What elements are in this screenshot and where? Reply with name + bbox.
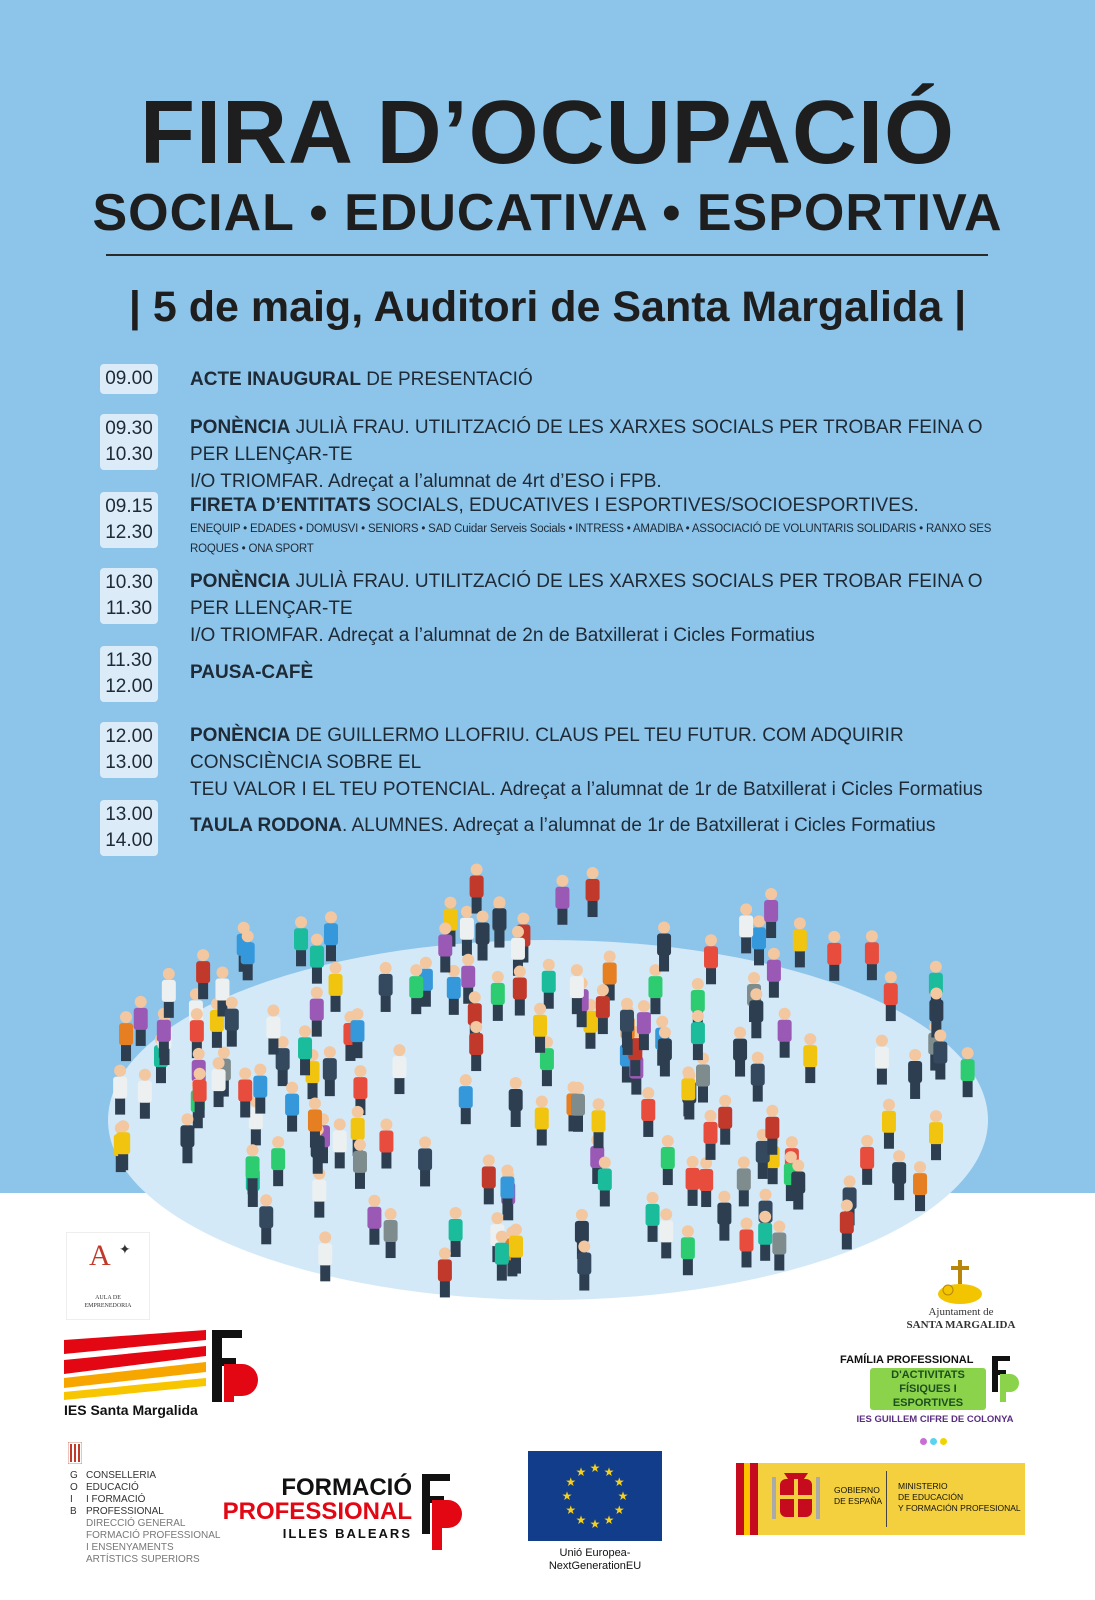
person-figure bbox=[449, 1207, 463, 1257]
fp-line2: PROFESSIONAL bbox=[222, 1498, 412, 1525]
person-figure bbox=[860, 1135, 874, 1185]
person-figure bbox=[119, 1011, 133, 1061]
person-figure bbox=[193, 1068, 207, 1118]
person-figure bbox=[577, 1241, 591, 1291]
item-description bbox=[190, 812, 1000, 839]
familia-school: IES GUILLEM CIFRE DE COLONYA bbox=[856, 1414, 1014, 1425]
ministerio-text: MINISTERIO DE EDUCACIÓN Y FORMACIÓN PROFESIONAL bbox=[898, 1481, 1021, 1513]
person-figure bbox=[350, 1008, 364, 1058]
person-figure bbox=[913, 1161, 927, 1211]
person-figure bbox=[492, 896, 506, 946]
spain-coat-of-arms-icon bbox=[766, 1469, 826, 1529]
aula-line1: AULA DE bbox=[95, 1295, 121, 1301]
person-figure bbox=[884, 971, 898, 1021]
person-figure bbox=[764, 888, 778, 938]
aula-line2: EMPRENEDORIA bbox=[84, 1303, 132, 1309]
person-figure bbox=[718, 1095, 732, 1145]
person-figure bbox=[212, 1057, 226, 1107]
person-figure bbox=[312, 1168, 326, 1218]
ajuntament-crest-icon bbox=[896, 1258, 1026, 1308]
person-figure bbox=[733, 1027, 747, 1077]
person-figure bbox=[491, 971, 505, 1021]
person-figure bbox=[310, 934, 324, 984]
person-figure bbox=[661, 1135, 675, 1185]
ajuntament-line2: SANTA MARGALIDA bbox=[906, 1319, 1016, 1331]
goib-flag-icon bbox=[68, 1442, 82, 1464]
item-text: JULIÀ FRAU. UTILITZACIÓ DE LES XARXES SOCIALS PER TROBAR FEINA O PER LLENÇAR-TE bbox=[190, 571, 983, 619]
person-figure bbox=[691, 1010, 705, 1060]
person-figure bbox=[875, 1035, 889, 1085]
person-figure bbox=[367, 1195, 381, 1245]
person-figure bbox=[648, 964, 662, 1014]
person-figure bbox=[717, 1191, 731, 1241]
person-figure bbox=[739, 1217, 753, 1267]
eu-star: ★ bbox=[613, 1475, 625, 1489]
person-figure bbox=[681, 1066, 695, 1116]
aula-star-icon: ✦ bbox=[119, 1241, 131, 1257]
fp-line3: ILLES BALEARS bbox=[282, 1526, 412, 1541]
item-heading: ACTE INAUGURAL bbox=[190, 369, 361, 390]
eu-star: ★ bbox=[575, 1513, 587, 1528]
item-description bbox=[190, 492, 1000, 559]
page-title: FIRA D’OCUPACIÓ bbox=[140, 83, 955, 183]
person-figure bbox=[535, 1096, 549, 1146]
item-text: SOCIALS, EDUCATIVES I ESPORTIVES/SOCIOESPORTIVES. bbox=[370, 495, 919, 516]
person-figure bbox=[134, 996, 148, 1046]
goib-letters: G O I B bbox=[70, 1470, 78, 1517]
eu-line2: NextGenerationEU bbox=[548, 1560, 642, 1572]
item-description bbox=[190, 659, 1000, 686]
person-figure bbox=[533, 1003, 547, 1053]
person-figure bbox=[646, 1192, 660, 1242]
person-figure bbox=[758, 1211, 772, 1261]
person-figure bbox=[737, 1156, 751, 1206]
person-figure bbox=[418, 1136, 432, 1186]
time-box bbox=[100, 492, 158, 548]
person-figure bbox=[285, 1082, 299, 1132]
eu-flag-icon bbox=[528, 1451, 662, 1541]
item-text-line2: I/O TRIOMFAR. Adreçat a l’alumnat de 4rt d’ESO i FPB. bbox=[190, 471, 662, 492]
divider bbox=[106, 254, 988, 256]
eu-star: ★ bbox=[603, 1464, 615, 1479]
familia-box-line2: FÍSIQUES I bbox=[899, 1383, 957, 1395]
start-time: 09.15 bbox=[105, 496, 153, 517]
person-figure bbox=[438, 1247, 452, 1297]
eu-star: ★ bbox=[613, 1503, 625, 1517]
person-figure bbox=[570, 964, 584, 1014]
item-text: DE GUILLERMO LLOFRIU. CLAUS PEL TEU FUTUR. COM ADQUIRIR CONSCIÈNCIA SOBRE EL bbox=[190, 725, 904, 773]
person-figure bbox=[476, 911, 490, 961]
familia-professional-logo bbox=[840, 1350, 1030, 1450]
time-box bbox=[100, 364, 158, 394]
person-figure bbox=[765, 1105, 779, 1155]
ajuntament-line1: Ajuntament de bbox=[928, 1306, 994, 1318]
item-heading: TAULA RODONA bbox=[190, 815, 342, 836]
item-text-line2: TEU VALOR I EL TEU POTENCIAL. Adreçat a l’alumnat de 1r de Batxillerat i Cicles Formatius bbox=[190, 779, 983, 800]
familia-title: FAMÍLIA PROFESSIONAL bbox=[840, 1354, 974, 1366]
person-figure bbox=[482, 1154, 496, 1204]
person-figure bbox=[162, 968, 176, 1018]
person-figure bbox=[892, 1150, 906, 1200]
person-figure bbox=[384, 1208, 398, 1258]
aula-mark: A bbox=[89, 1239, 111, 1272]
person-figure bbox=[704, 934, 718, 984]
item-heading: FIRETA D’ENTITATS bbox=[190, 495, 371, 516]
person-figure bbox=[470, 864, 484, 914]
time-box bbox=[100, 722, 158, 778]
eu-star: ★ bbox=[617, 1489, 629, 1503]
person-figure bbox=[259, 1194, 273, 1244]
item-text: DE PRESENTACIÓ bbox=[361, 369, 533, 390]
person-figure bbox=[509, 1077, 523, 1127]
person-figure bbox=[882, 1099, 896, 1149]
item-heading: PONÈNCIA bbox=[190, 725, 291, 746]
person-figure bbox=[751, 1052, 765, 1102]
fp-logo-icon bbox=[422, 1474, 466, 1552]
eu-star: ★ bbox=[565, 1503, 577, 1517]
person-figure bbox=[791, 1160, 805, 1210]
person-figure bbox=[681, 1225, 695, 1275]
gobierno-espana-logo bbox=[736, 1463, 1025, 1535]
start-time: 11.30 bbox=[105, 650, 153, 671]
time-box bbox=[100, 568, 158, 624]
person-figure bbox=[571, 1082, 585, 1132]
familia-dots bbox=[920, 1432, 960, 1440]
end-time: 12.30 bbox=[105, 522, 153, 543]
person-figure bbox=[113, 1065, 127, 1115]
person-figure bbox=[586, 867, 600, 917]
end-time: 13.00 bbox=[105, 752, 153, 773]
person-figure bbox=[749, 988, 763, 1038]
end-time: 10.30 bbox=[105, 444, 153, 465]
item-description bbox=[190, 414, 1000, 495]
person-figure bbox=[495, 1231, 509, 1281]
person-figure bbox=[329, 962, 343, 1012]
person-figure bbox=[929, 1110, 943, 1160]
goib-logo bbox=[64, 1442, 224, 1572]
ies-name: IES Santa Margalida bbox=[64, 1402, 198, 1418]
item-heading: PONÈNCIA bbox=[190, 571, 291, 592]
eu-star: ★ bbox=[589, 1517, 601, 1531]
person-figure bbox=[767, 948, 781, 998]
person-figure bbox=[641, 1087, 655, 1137]
ajuntament-logo bbox=[896, 1258, 1026, 1338]
start-time: 12.00 bbox=[105, 726, 153, 747]
person-figure bbox=[752, 915, 766, 965]
eu-star: ★ bbox=[561, 1489, 573, 1503]
person-figure bbox=[542, 959, 556, 1009]
person-figure bbox=[686, 1156, 700, 1206]
person-figure bbox=[659, 1208, 673, 1258]
page-subtitle: SOCIAL • EDUCATIVA • ESPORTIVA bbox=[92, 184, 1003, 242]
familia-fp-icon bbox=[992, 1356, 1020, 1404]
person-figure bbox=[596, 984, 610, 1034]
person-figure bbox=[318, 1231, 332, 1281]
person-figure bbox=[333, 1118, 347, 1168]
person-figure bbox=[238, 1067, 252, 1117]
person-figure bbox=[509, 1224, 523, 1274]
goib-text: CONSELLERIA EDUCACIÓ I FORMACIÓ PROFESSIONAL DIRECCIÓ GENERAL FORMACIÓ PROFESSIONAL I ENSENYAMENTS ARTÍSTICS SUPERIORS bbox=[86, 1470, 221, 1565]
person-figure bbox=[555, 875, 569, 925]
person-figure bbox=[324, 911, 338, 961]
item-description bbox=[190, 366, 1000, 393]
person-figure bbox=[865, 930, 879, 980]
person-figure bbox=[353, 1139, 367, 1189]
person-figure bbox=[196, 949, 210, 999]
person-figure bbox=[298, 1025, 312, 1075]
gobierno-text: GOBIERNO DE ESPAÑA bbox=[834, 1485, 883, 1506]
item-text-line2: I/O TRIOMFAR. Adreçat a l’alumnat de 2n de Batxillerat i Cicles Formatius bbox=[190, 625, 815, 646]
person-figure bbox=[308, 1098, 322, 1148]
start-time: 09.00 bbox=[105, 368, 153, 389]
gobierno-divider bbox=[886, 1471, 887, 1527]
person-figure bbox=[908, 1049, 922, 1099]
person-figure bbox=[658, 1026, 672, 1076]
fp-line1: FORMACIÓ bbox=[281, 1474, 412, 1501]
person-figure bbox=[933, 1030, 947, 1080]
person-figure bbox=[778, 1008, 792, 1058]
person-figure bbox=[772, 1221, 786, 1271]
person-figure bbox=[739, 903, 753, 953]
eu-star: ★ bbox=[603, 1513, 615, 1528]
person-figure bbox=[409, 964, 423, 1014]
item-text: . ALUMNES. Adreçat a l’alumnat de 1r de Batxillerat i Cicles Formatius bbox=[341, 815, 936, 836]
event-dateline: | 5 de maig, Auditori de Santa Margalida | bbox=[128, 283, 967, 331]
person-figure bbox=[840, 1199, 854, 1249]
spain-flag-stripe bbox=[736, 1463, 744, 1535]
person-figure bbox=[699, 1157, 713, 1207]
person-figure bbox=[310, 987, 324, 1037]
end-time: 11.30 bbox=[105, 598, 153, 619]
person-figure bbox=[116, 1120, 130, 1170]
person-figure bbox=[138, 1069, 152, 1119]
end-time: 14.00 bbox=[105, 830, 153, 851]
person-figure bbox=[793, 917, 807, 967]
familia-green-box bbox=[870, 1368, 986, 1410]
start-time: 10.30 bbox=[105, 572, 153, 593]
time-box bbox=[100, 800, 158, 856]
person-figure bbox=[637, 1000, 651, 1050]
start-time: 09.30 bbox=[105, 418, 153, 439]
time-box bbox=[100, 414, 158, 470]
spain-flag-stripe-red bbox=[750, 1463, 758, 1535]
item-heading: PONÈNCIA bbox=[190, 417, 291, 438]
person-figure bbox=[225, 997, 239, 1047]
person-figure bbox=[827, 931, 841, 981]
familia-box-line3: ESPORTIVES bbox=[892, 1397, 964, 1409]
person-figure bbox=[598, 1156, 612, 1206]
person-figure bbox=[266, 1005, 280, 1055]
person-figure bbox=[246, 1144, 260, 1194]
item-description bbox=[190, 722, 1000, 803]
person-figure bbox=[513, 966, 527, 1016]
eu-line1: Unió Europea- bbox=[559, 1547, 631, 1559]
person-figure bbox=[459, 1074, 473, 1124]
eu-star: ★ bbox=[575, 1464, 587, 1479]
person-figure bbox=[392, 1044, 406, 1094]
person-figure bbox=[438, 922, 452, 972]
fp-illes-balears-logo bbox=[222, 1474, 472, 1564]
ies-stripes-icon bbox=[64, 1330, 264, 1402]
person-figure bbox=[803, 1033, 817, 1083]
person-figure bbox=[294, 916, 308, 966]
ies-santa-margalida-logo bbox=[64, 1330, 264, 1420]
person-figure bbox=[241, 930, 255, 980]
person-figure bbox=[500, 1164, 514, 1214]
aula-emprenedoria-logo bbox=[66, 1232, 150, 1320]
person-figure bbox=[379, 962, 393, 1012]
person-figure bbox=[180, 1113, 194, 1163]
item-heading: PAUSA-CAFÈ bbox=[190, 662, 314, 683]
end-time: 12.00 bbox=[105, 676, 153, 697]
person-figure bbox=[704, 1110, 718, 1160]
person-figure bbox=[620, 998, 634, 1048]
person-figure bbox=[657, 921, 671, 971]
eu-logo bbox=[528, 1451, 664, 1581]
person-figure bbox=[253, 1064, 267, 1114]
time-box bbox=[100, 646, 158, 702]
start-time: 13.00 bbox=[105, 804, 153, 825]
item-text: JULIÀ FRAU. UTILITZACIÓ DE LES XARXES SOCIALS PER TROBAR FEINA O PER LLENÇAR-TE bbox=[190, 417, 983, 465]
person-figure bbox=[961, 1047, 975, 1097]
person-figure bbox=[271, 1136, 285, 1186]
familia-box-line1: D'ACTIVITATS bbox=[891, 1369, 965, 1381]
eu-star: ★ bbox=[565, 1475, 577, 1489]
person-figure bbox=[469, 1021, 483, 1071]
entities-list: ENEQUIP • EDADES • DOMUSVI • SENIORS • SAD Cuidar Serveis Socials • INTRESS • AMADIBA • ASSOCIACIÓ DE VOLUNTARIS SOLIDARIS • RANXO SES ROQUES • ONA SPORT bbox=[190, 523, 992, 555]
person-figure bbox=[592, 1098, 606, 1148]
person-figure bbox=[379, 1119, 393, 1169]
person-figure bbox=[323, 1046, 337, 1096]
eu-star: ★ bbox=[589, 1461, 601, 1475]
item-description bbox=[190, 568, 1000, 649]
